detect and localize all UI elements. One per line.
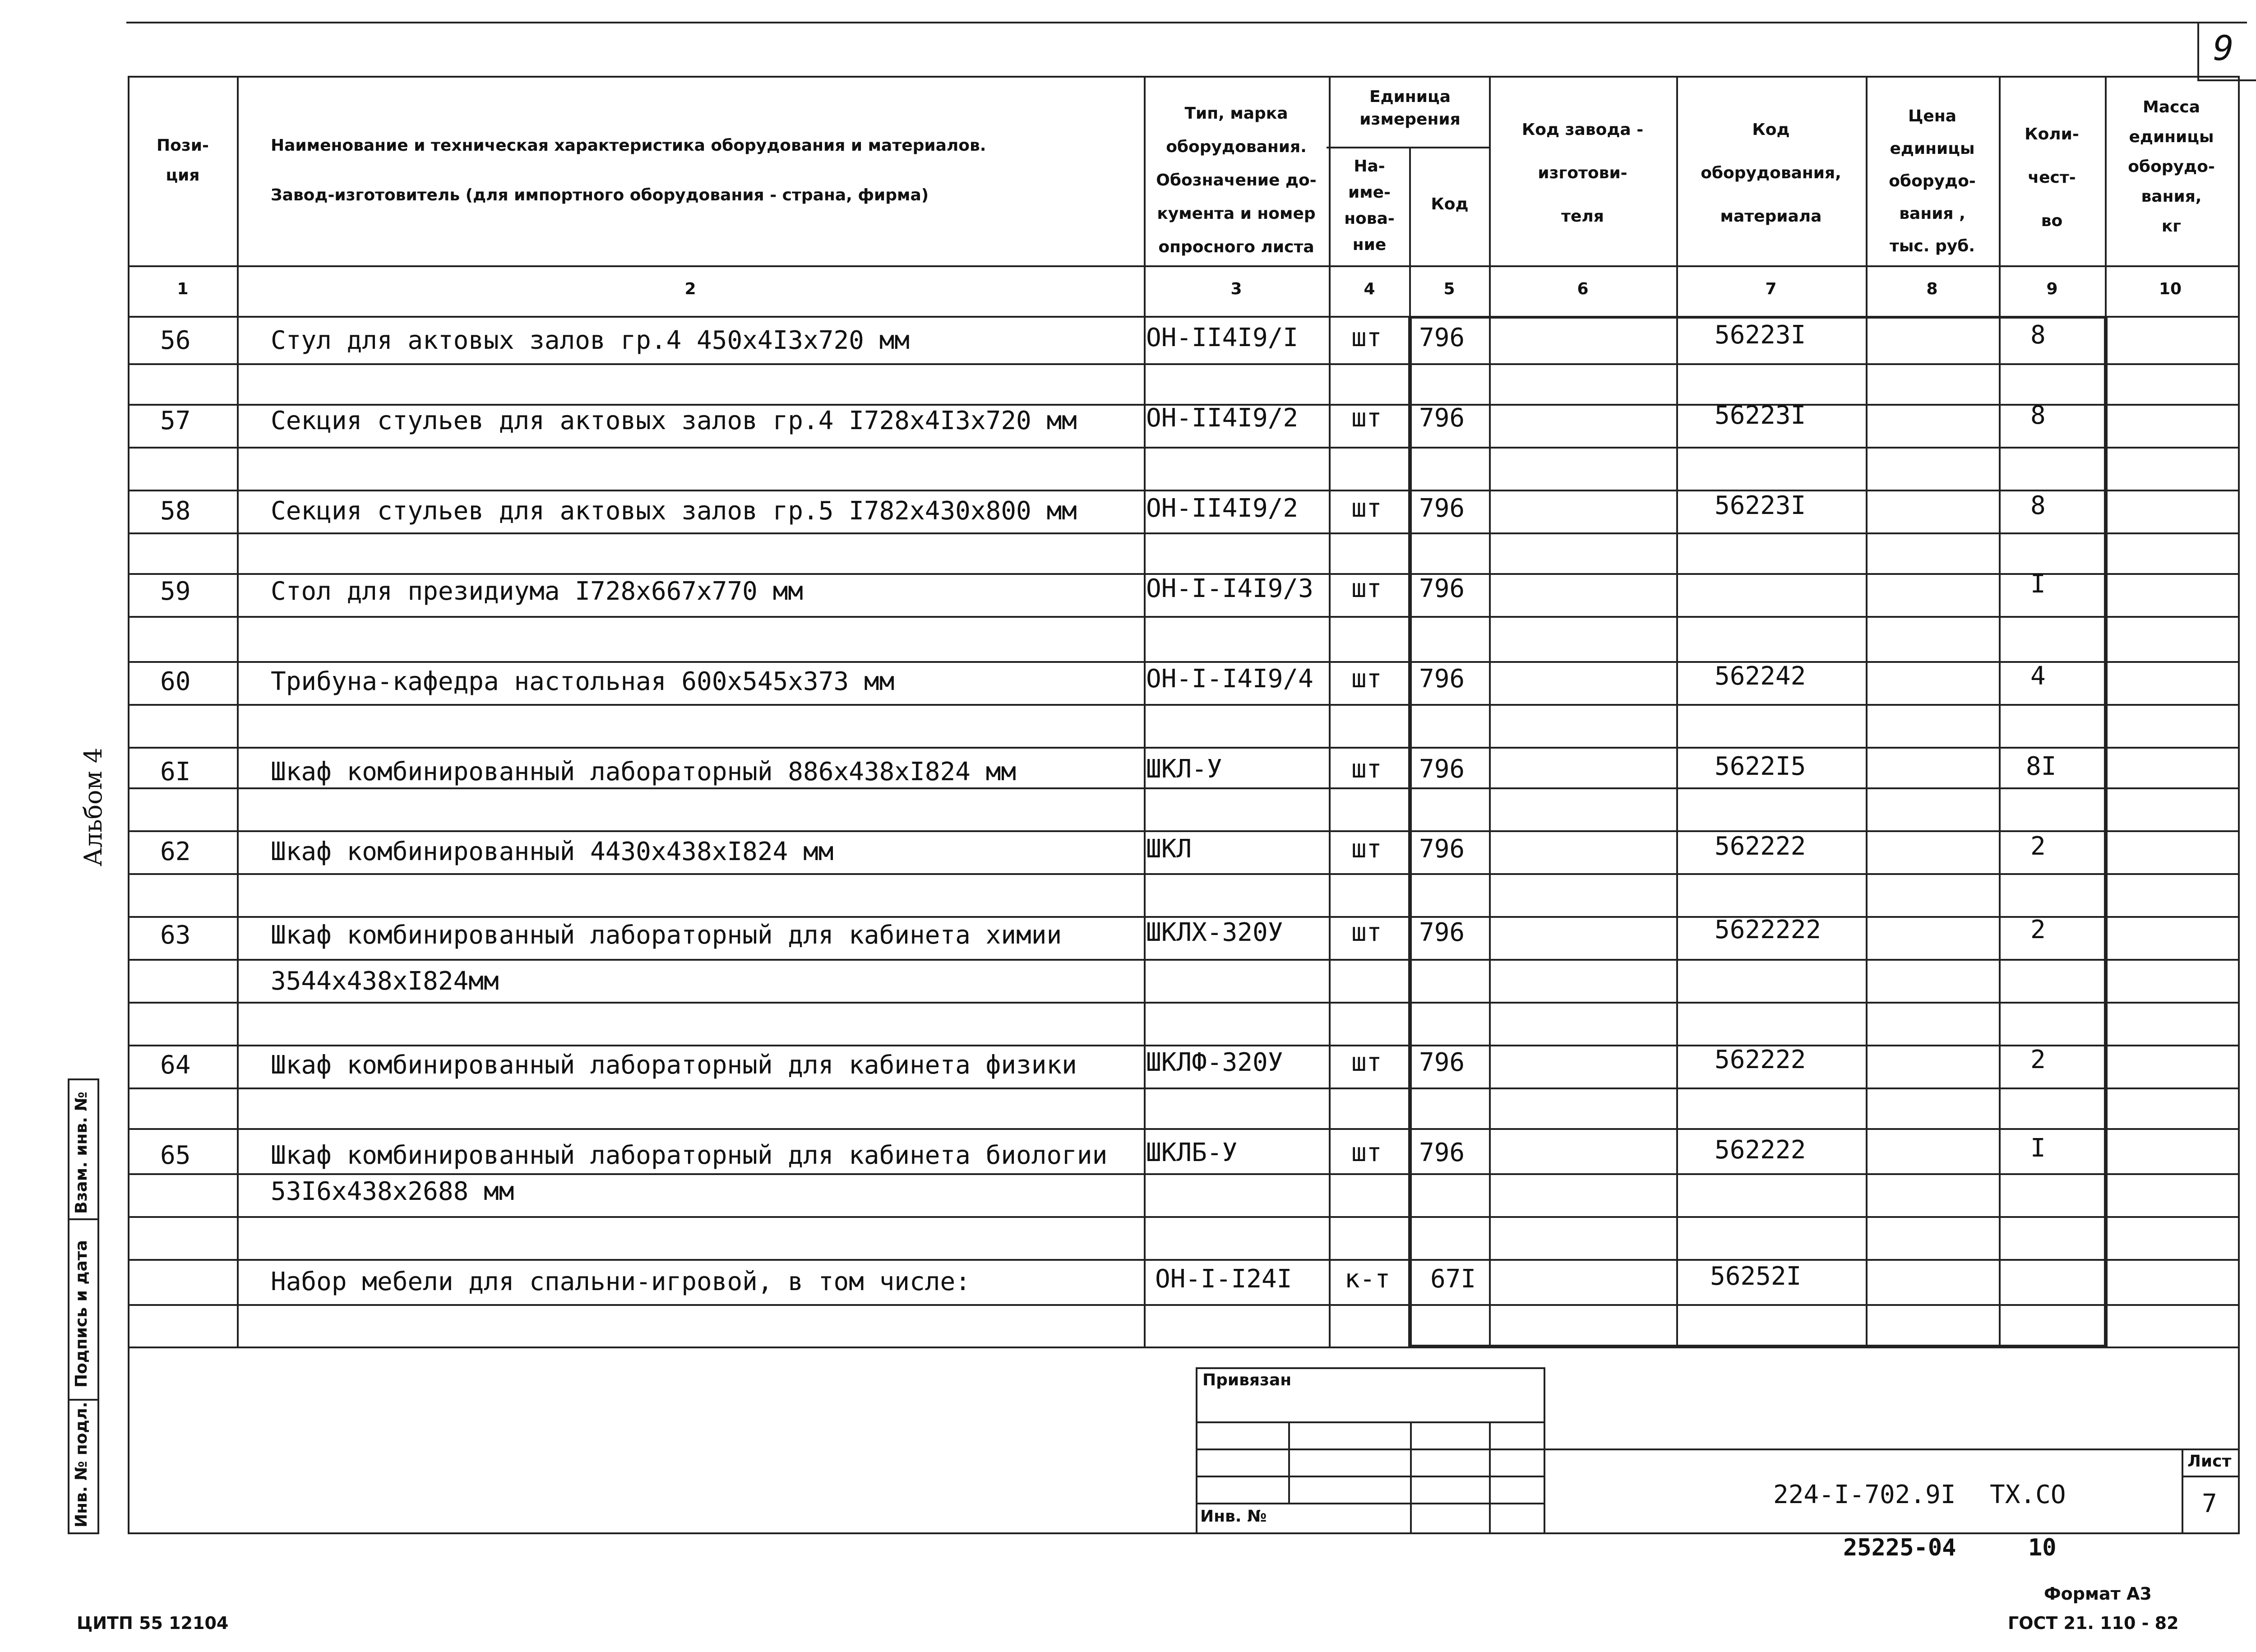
side-label-vzam: Взам. инв. № (72, 1092, 91, 1214)
top-sheet-number: 9 (2213, 28, 2234, 68)
row-quantity: I (2030, 1134, 2046, 1163)
header-equipment-code: Код оборудования, материала (1701, 120, 1841, 226)
row-code: 796 (1419, 1138, 1465, 1167)
row-unit: шт (1351, 1138, 1382, 1167)
header-name: Наименование и техническая характеристика оборудования и материалов. Завод-изготовитель (для импортного оборудования - страна, фирма) (271, 136, 986, 204)
row-code: 796 (1419, 494, 1465, 523)
row-quantity: 2 (2030, 915, 2046, 944)
row-unit: шт (1351, 403, 1382, 433)
header-unit-group: Единица измерения (1359, 88, 1461, 129)
handwritten-code: 25225-04 (1843, 1534, 1956, 1561)
row-position: 65 (160, 1141, 191, 1170)
row-code: 796 (1419, 834, 1465, 864)
row-quantity: I (2030, 569, 2046, 599)
col-number: 7 (1765, 280, 1777, 298)
row-type: ШКЛХ-320У (1146, 918, 1283, 947)
row-position: 63 (160, 921, 191, 950)
row-code: 796 (1419, 1048, 1465, 1077)
row-position: 57 (160, 406, 191, 435)
row-quantity: 2 (2030, 832, 2046, 861)
row-name: Шкаф комбинированный лабораторный для кабинета химии (271, 921, 1062, 950)
row-name: Секция стульев для актовых залов гр.4 I728x4I3x720 мм (271, 406, 1077, 435)
row-position: 58 (160, 496, 191, 526)
row-name: Шкаф комбинированный лабораторный для кабинета физики (271, 1050, 1077, 1080)
row-type: ОН-I-I4I9/3 (1146, 574, 1313, 603)
row-code: 796 (1419, 323, 1465, 352)
document-code: 224-I-702.9I (1773, 1480, 1956, 1509)
row-unit: шт (1351, 323, 1382, 352)
row-type: ШКЛБ-У (1146, 1138, 1238, 1167)
header-quantity: Коли- чест- во (2025, 125, 2079, 230)
side-label-inv-podl: Инв. № подл. (72, 1402, 91, 1527)
row-type: ОН-II4I9/I (1146, 323, 1299, 352)
row-type: ОН-II4I9/2 (1146, 403, 1299, 433)
row-name: Секция стульев для актовых залов гр.5 I782x430x800 мм (271, 496, 1077, 526)
footer-gost: ГОСТ 21. 110 - 82 (2008, 1613, 2179, 1633)
row-unit: шт (1351, 834, 1382, 864)
row-quantity: 4 (2030, 662, 2046, 691)
col-number: 10 (2159, 280, 2182, 298)
row-position: 59 (160, 577, 191, 606)
row-equipment-code: 562222 (1715, 1045, 1806, 1074)
row-equipment-code: 562222 (1715, 1135, 1806, 1165)
col-number: 1 (177, 280, 189, 298)
header-unit-code: Код (1431, 195, 1469, 213)
row-equipment-code: 562242 (1715, 662, 1806, 691)
row-name-continued: 53I6x438x2688 мм (271, 1177, 514, 1206)
row-unit: к-т (1345, 1264, 1391, 1294)
row-position: 62 (160, 837, 191, 866)
row-code: 796 (1419, 918, 1465, 947)
row-equipment-code: 56252I (1710, 1262, 1802, 1291)
row-equipment-code: 562222 (1715, 832, 1806, 861)
row-name-continued: 3544x438xI824мм (271, 967, 499, 996)
row-name: Набор мебели для спальни-игровой, в том числе: (271, 1267, 971, 1296)
header-type: Тип, марка оборудования. Обозначение до- кумента и номер опросного листа (1156, 104, 1317, 256)
row-quantity: 8 (2030, 491, 2046, 520)
row-equipment-code: 56223I (1715, 401, 1806, 430)
row-name: Трибуна-кафедра настольная 600x545x373 мм (271, 667, 895, 696)
row-position: 60 (160, 667, 191, 696)
row-name: Стол для президиума I728x667x770 мм (271, 577, 804, 606)
col-number: 5 (1443, 280, 1455, 298)
header-price: Цена единицы оборудо- вания , тыс. руб. (1889, 107, 1976, 255)
stamp-privyazan: Привязан (1202, 1371, 1292, 1389)
row-quantity: 8 (2030, 320, 2046, 350)
row-type: ШКЛ (1146, 834, 1192, 864)
row-position: 6I (160, 757, 191, 787)
row-unit: шт (1351, 754, 1382, 784)
row-type: ОН-I-I4I9/4 (1146, 664, 1313, 694)
header-factory-code: Код завода - изготови- теля (1521, 120, 1644, 226)
row-unit: шт (1351, 574, 1382, 603)
col-number: 2 (684, 280, 696, 298)
row-quantity: 8 (2030, 401, 2046, 430)
row-unit: шт (1351, 664, 1382, 694)
album-label: Альбом 4 (79, 747, 107, 866)
col-number: 8 (1926, 280, 1938, 298)
row-name: Шкаф комбинированный лабораторный для кабинета биологии (271, 1141, 1108, 1170)
row-quantity: 2 (2030, 1045, 2046, 1074)
row-type: ОН-I-I24I (1155, 1264, 1292, 1294)
row-type: ОН-II4I9/2 (1146, 494, 1299, 523)
row-code: 796 (1419, 664, 1465, 694)
row-unit: шт (1351, 494, 1382, 523)
row-unit: шт (1351, 918, 1382, 947)
col-number: 3 (1230, 280, 1242, 298)
header-mass: Масса единицы оборудо- вания, кг (2128, 98, 2215, 236)
row-name: Шкаф комбинированный 4430x438xI824 мм (271, 837, 834, 866)
document-suffix: ТХ.СО (1990, 1480, 2066, 1509)
list-number: 7 (2202, 1489, 2217, 1518)
row-code: 796 (1419, 574, 1465, 603)
row-equipment-code: 56223I (1715, 491, 1806, 520)
col-number: 4 (1364, 280, 1375, 298)
row-quantity: 8I (2026, 752, 2057, 781)
row-equipment-code: 56223I (1715, 320, 1806, 350)
footer-left: ЦИТП 55 12104 (77, 1613, 229, 1633)
list-label: Лист (2187, 1452, 2232, 1471)
row-code: 796 (1419, 403, 1465, 433)
row-type: ШКЛФ-320У (1146, 1048, 1283, 1077)
row-code: 796 (1419, 754, 1465, 784)
row-name: Шкаф комбинированный лабораторный 886x438xI824 мм (271, 757, 1017, 787)
col-number: 6 (1577, 280, 1589, 298)
format-label: Формат А3 (2044, 1584, 2152, 1604)
side-label-podpis: Подпись и дата (72, 1240, 91, 1388)
row-equipment-code: 5622I5 (1715, 752, 1806, 781)
handwritten-number: 10 (2028, 1534, 2057, 1561)
header-position: Пози- ция (157, 136, 209, 185)
row-name: Стул для актовых залов гр.4 450x4I3x720 мм (271, 326, 910, 355)
header-unit-name: На- име- нова- ние (1344, 157, 1395, 254)
row-unit: шт (1351, 1048, 1382, 1077)
row-position: 56 (160, 326, 191, 355)
row-type: ШКЛ-У (1146, 754, 1222, 784)
row-equipment-code: 5622222 (1715, 915, 1821, 944)
stamp-inv-no: Инв. № (1200, 1507, 1267, 1526)
row-code: 67I (1430, 1264, 1476, 1294)
row-position: 64 (160, 1050, 191, 1080)
col-number: 9 (2046, 280, 2058, 298)
